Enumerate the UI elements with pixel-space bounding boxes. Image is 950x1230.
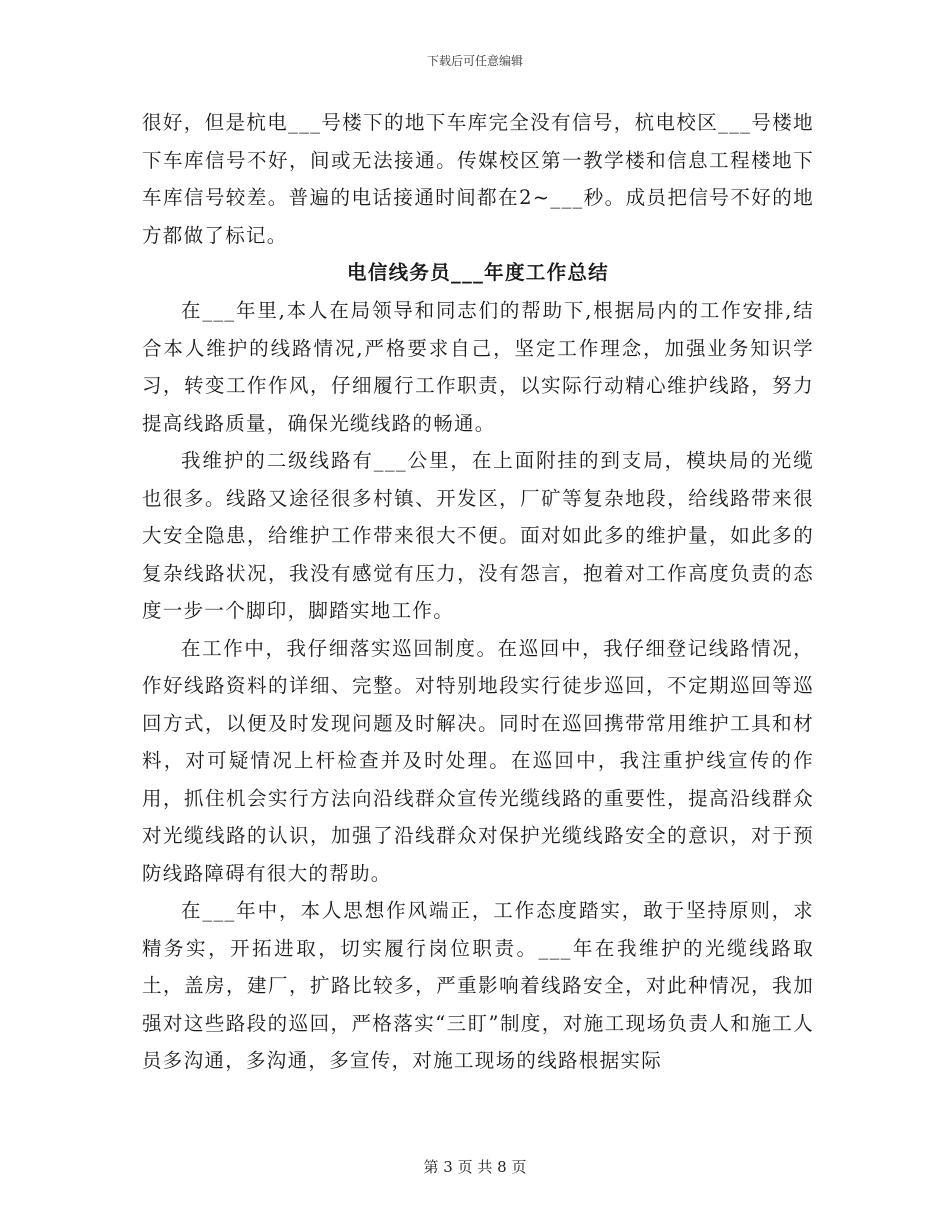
document-body xyxy=(142,104,814,1080)
paragraph-4: 在___年中，本人思想作风端正，工作态度踏实，敢于坚持原则，求精务实，开拓进取，切实履行岗位职责。___年在我维护的光缆线路取土，盖房，建厂，扩路比较多，严重影响着线路安全，对此种情况，我加强对这些路段的巡回，严格落实“三盯”制度，对施工现场负责人和施工人员多沟通，多沟通，多宣传，对施工现场的线路根据实际 xyxy=(142,899,814,1072)
paragraph-2: 我维护的二级线路有___公里，在上面附挂的到支局，模块局的光缆也很多。线路又途径很多村镇、开发区，厂矿等复杂地段，给线路带来很大安全隐患，给维护工作带来很大不便。面对如此多的维护量，如此多的复杂线路状况，我没有感觉有压力，没有怨言，抱着对工作高度负责的态度一步一个脚印，脚踏实地工作。 xyxy=(142,449,814,622)
document-title: 电信线务员___年度工作总结 xyxy=(347,261,609,284)
paragraph-3: 在工作中，我仔细落实巡回制度。在巡回中，我仔细登记线路情况，作好线路资料的详细、完整。对特别地段实行徒步巡回，不定期巡回等巡回方式，以便及时发现问题及时解决。同时在巡回携带常用维护工具和材料，对可疑情况上杆检查并及时处理。在巡回中，我注重护线宣传的作用，抓住机会实行方法向沿线群众宣传光缆线路的重要性，提高沿线群众对光缆线路的认识，加强了沿线群众对保护光缆线路安全的意识，对于预防线路障碍有很大的帮助。 xyxy=(142,636,814,885)
header-note: 下载后可任意编辑 xyxy=(426,54,523,68)
page-number: 第 3 页 共 8 页 xyxy=(423,1158,527,1176)
intro-paragraph: 很好，但是杭电___号楼下的地下车库完全没有信号，杭电校区___号楼地下车库信号不好，间或无法接通。传媒校区第一教学楼和信息工程楼地下车库信号较差。普遍的电话接通时间都在2~___秒。成员把信号不好的地方都做了标记。 xyxy=(142,111,814,247)
paragraph-1: 在___年里,本人在局领导和同志们的帮助下,根据局内的工作安排,结合本人维护的线路情况,严格要求自己，坚定工作理念，加强业务知识学习，转变工作作风，仔细履行工作职责，以实际行动精心维护线路，努力提高线路质量，确保光缆线路的畅通。 xyxy=(142,299,814,435)
